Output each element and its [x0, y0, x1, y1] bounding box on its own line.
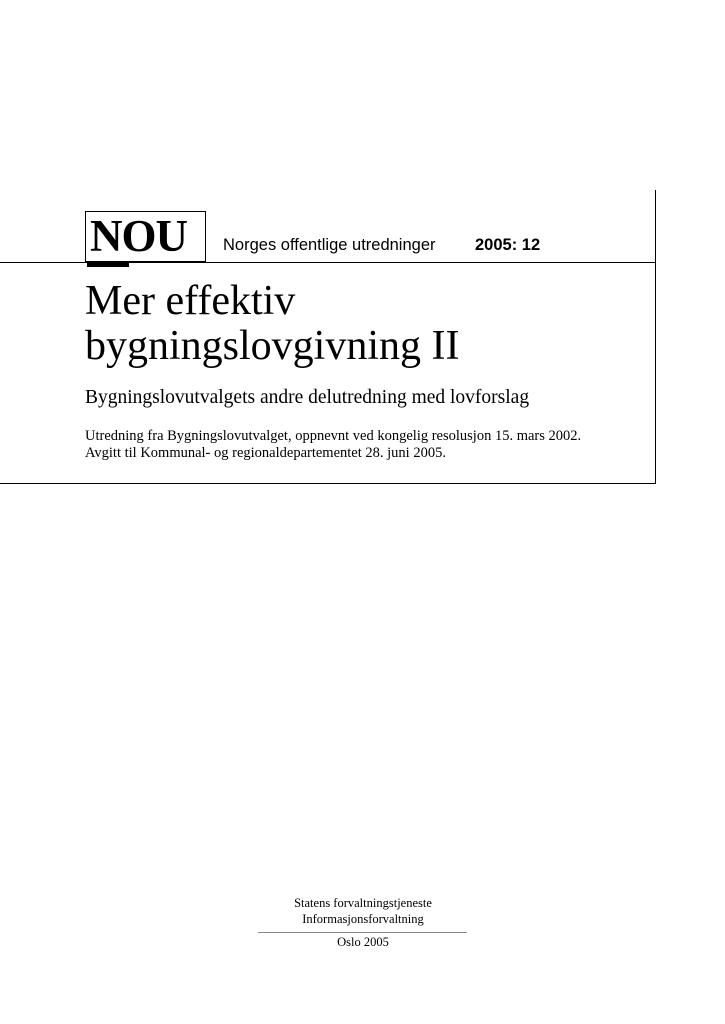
frame-vertical-rule [655, 190, 656, 483]
document-subtitle: Bygningslovutvalgets andre delutredning med lovforslag [85, 387, 530, 408]
description-line-1: Utredning fra Bygningslovutvalget, oppnevnt ved kongelig resolusjon 15. mars 2002. [85, 428, 582, 444]
title-line-2: bygningslovgivning II [85, 323, 460, 369]
series-number: 2005: 12 [475, 236, 541, 254]
publisher-divider [258, 932, 467, 933]
publisher-line-1: Statens forvaltningstjeneste [294, 896, 432, 910]
place-year: Oslo 2005 [337, 935, 389, 949]
title-line-1: Mer effektiv [85, 278, 296, 324]
publisher-line-2: Informasjonsforvaltning [302, 912, 424, 926]
document-description [85, 428, 581, 462]
frame-bottom-rule [0, 483, 656, 484]
series-name: Norges offentlige utredninger [223, 236, 436, 254]
nou-logo: NOU [90, 211, 187, 261]
publisher-block [258, 895, 468, 927]
document-title [85, 279, 460, 369]
nou-logo-underline [87, 262, 129, 267]
description-line-2: Avgitt til Kommunal- og regionaldepartementet 28. juni 2005. [85, 445, 446, 461]
